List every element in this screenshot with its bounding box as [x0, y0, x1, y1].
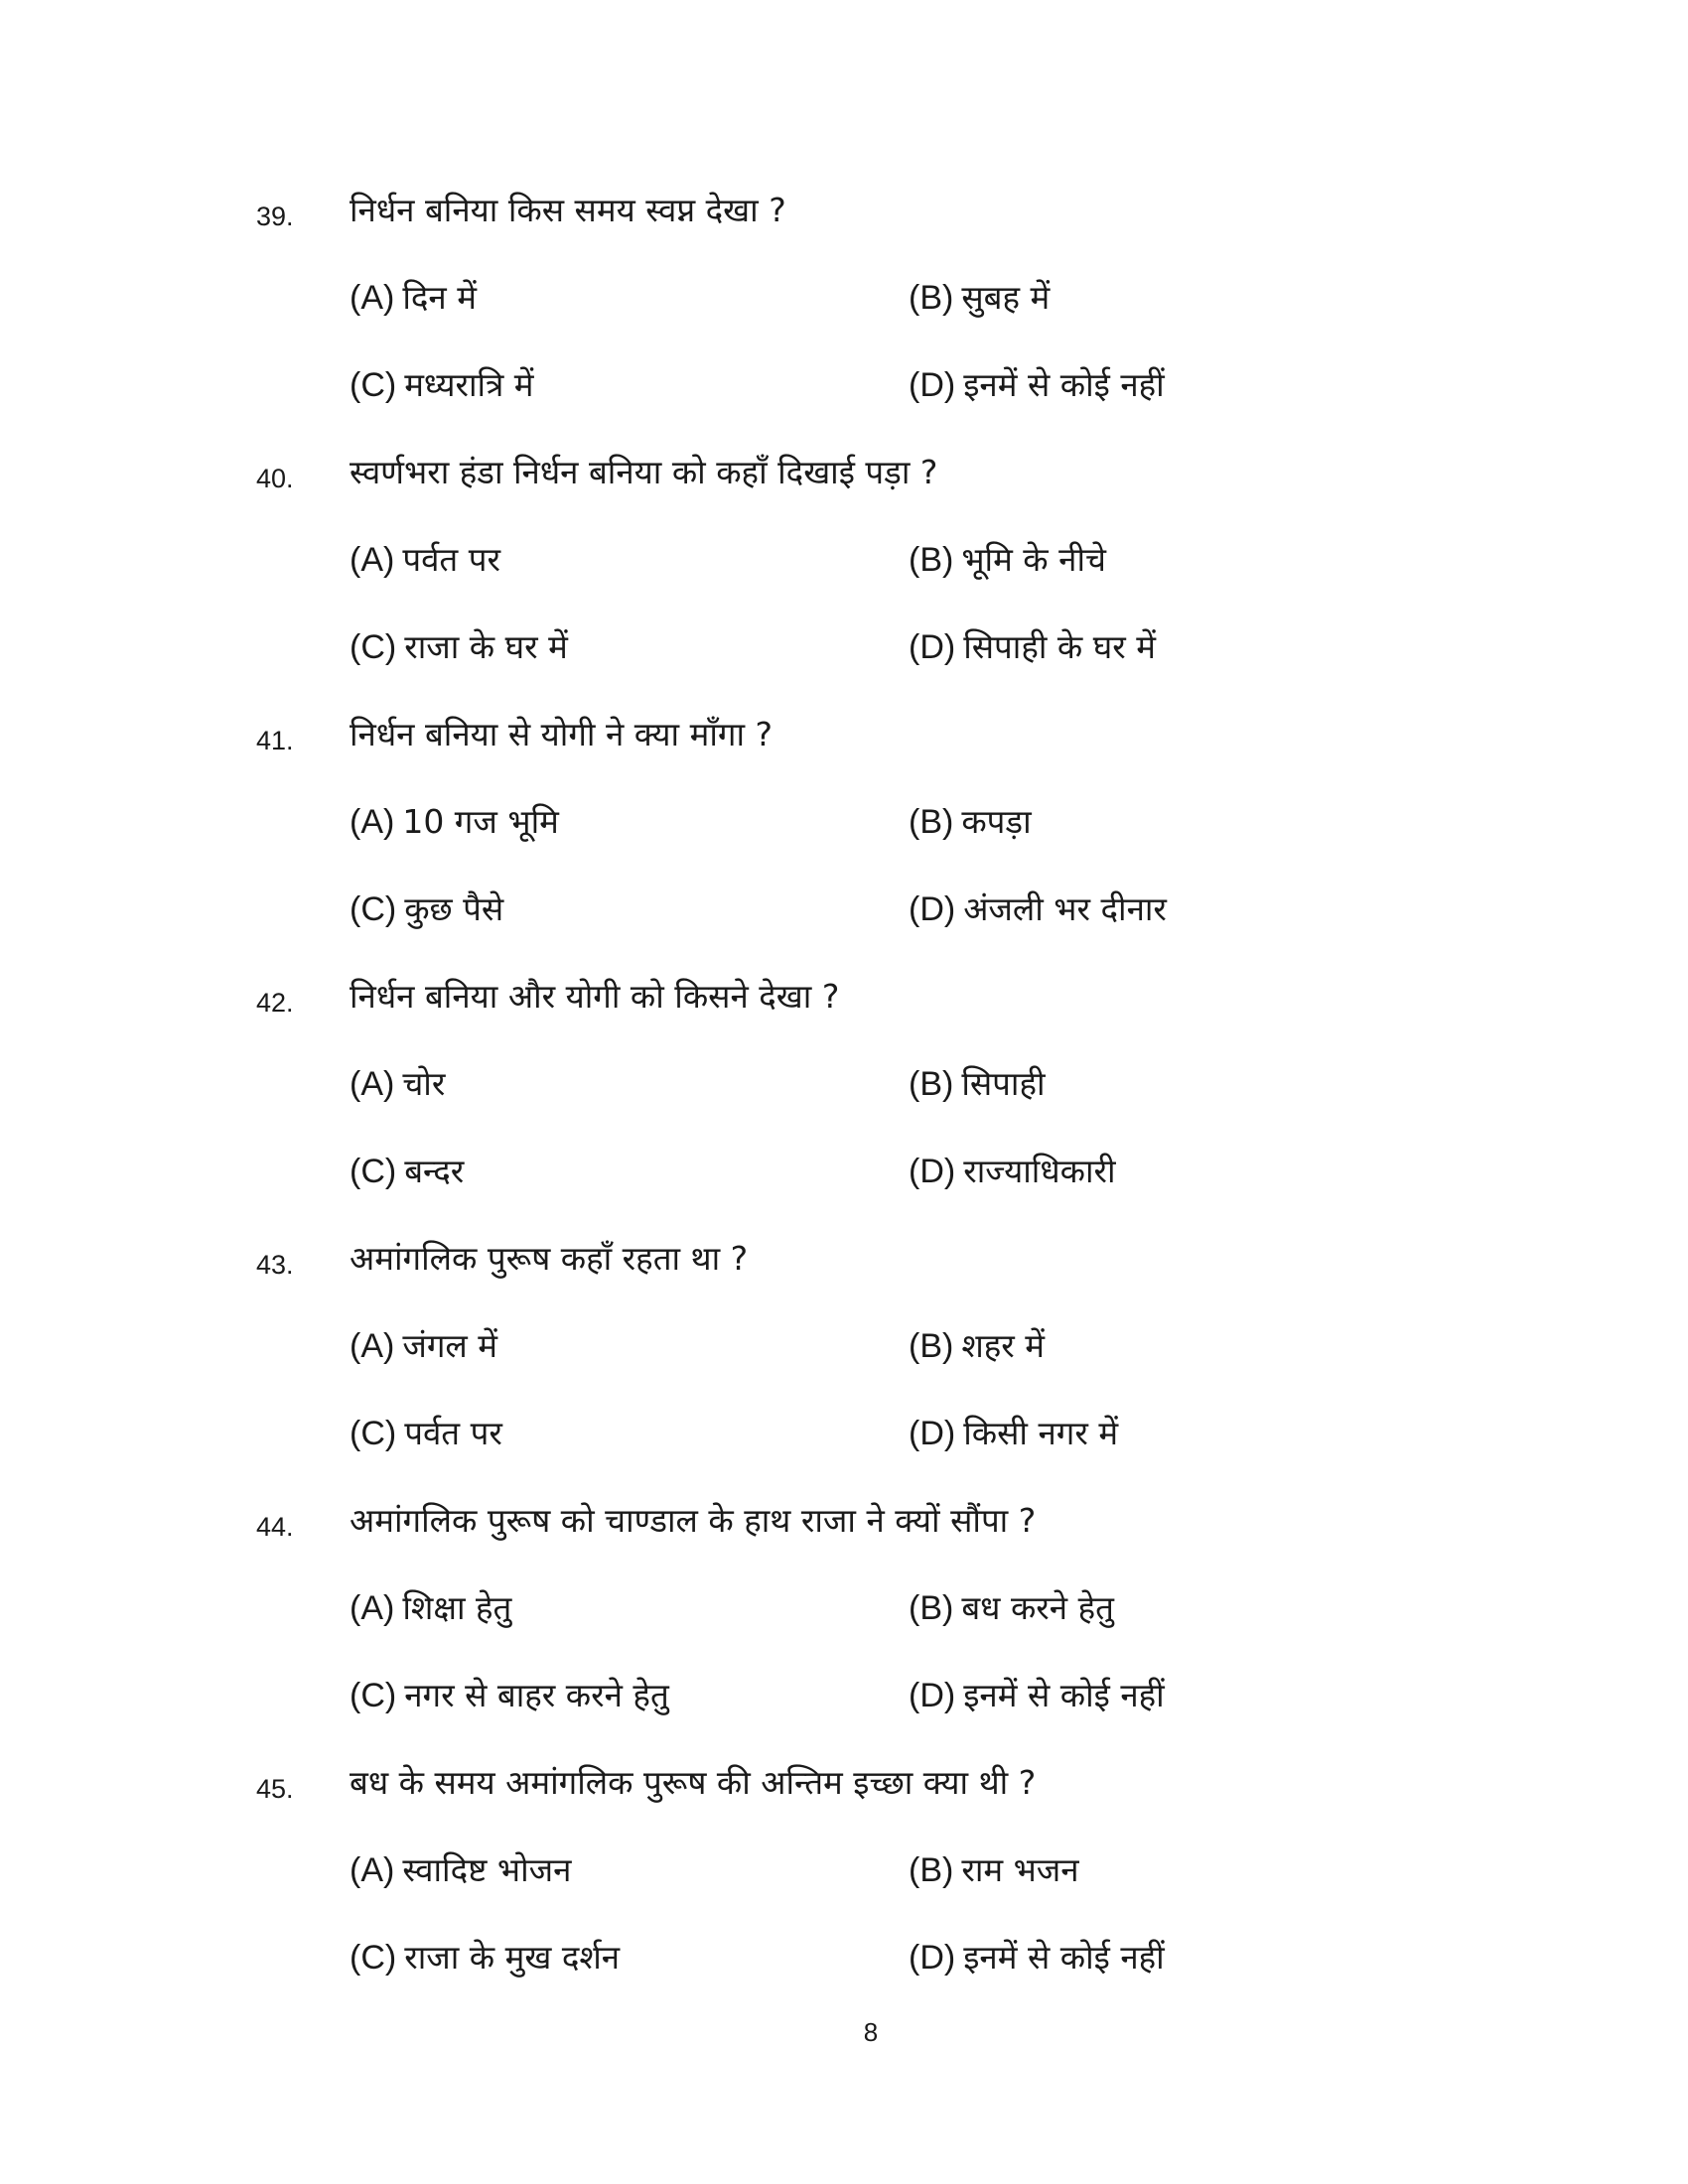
option-text: मध्यरात्रि में [404, 365, 534, 404]
option-b [909, 538, 1106, 582]
option-text: जंगल में [402, 1326, 497, 1365]
option-text: दिन में [402, 278, 477, 317]
option-letter: (A) [350, 803, 395, 841]
option-letter: (D) [909, 1939, 956, 1977]
option-letter: (C) [350, 890, 397, 928]
option-b [909, 1324, 1045, 1368]
option-letter: (A) [350, 1327, 395, 1365]
option-text: किसी नगर में [963, 1414, 1119, 1452]
option-d [909, 1936, 1165, 1979]
option-text: नगर से बाहर करने हेतु [404, 1676, 669, 1714]
question-text: निर्धन बनिया और योगी को किसने देखा ? [350, 977, 840, 1016]
option-a [350, 1848, 571, 1892]
option-text: बध करने हेतु [961, 1588, 1114, 1627]
question-number: 39. [256, 202, 294, 231]
question-39 [0, 185, 1688, 447]
option-text: पर्वत पर [402, 540, 500, 579]
option-letter: (C) [350, 366, 397, 404]
option-letter: (B) [909, 1851, 954, 1889]
option-letter: (B) [909, 541, 954, 579]
option-d [909, 363, 1165, 407]
option-text: शहर में [961, 1326, 1046, 1365]
option-a [350, 800, 559, 844]
question-text: बध के समय अमांगलिक पुरूष की अन्तिम इच्छा क्या थी ? [350, 1763, 1037, 1802]
option-letter: (B) [909, 279, 954, 317]
option-letter: (D) [909, 890, 956, 928]
question-number: 43. [256, 1250, 294, 1280]
question-text: निर्धन बनिया किस समय स्वप्न देखा ? [350, 191, 786, 229]
option-text: स्वादिष्ट भोजन [402, 1850, 572, 1889]
option-text: इनमें से कोई नहीं [963, 365, 1165, 404]
option-c [350, 887, 503, 931]
question-number: 44. [256, 1512, 294, 1542]
option-text: राम भजन [961, 1850, 1079, 1889]
option-c [350, 1674, 669, 1717]
question-text: अमांगलिक पुरूष को चाण्डाल के हाथ राजा ने क्यों सौंपा ? [350, 1501, 1037, 1540]
option-text: कुछ पैसे [404, 889, 504, 928]
option-letter: (C) [350, 1415, 397, 1452]
option-text: 10 गज भूमि [402, 802, 559, 841]
option-letter: (B) [909, 1065, 954, 1103]
option-a [350, 538, 500, 582]
question-number: 40. [256, 464, 294, 493]
question-43 [0, 1233, 1688, 1495]
question-41 [0, 709, 1688, 971]
question-text: स्वर्णभरा हंडा निर्धन बनिया को कहाँ दिखाई पड़ा ? [350, 453, 938, 491]
option-c [350, 625, 568, 669]
option-letter: (B) [909, 803, 954, 841]
option-letter: (A) [350, 1589, 395, 1627]
question-42 [0, 971, 1688, 1233]
page-number: 8 [863, 2017, 879, 2047]
question-number: 41. [256, 726, 294, 755]
question-text: निर्धन बनिया से योगी ने क्या माँगा ? [350, 715, 773, 753]
option-d [909, 1150, 1116, 1193]
option-c [350, 1150, 464, 1193]
question-number: 42. [256, 988, 294, 1018]
option-text: इनमें से कोई नहीं [963, 1676, 1165, 1714]
option-letter: (D) [909, 1415, 956, 1452]
option-a [350, 1324, 497, 1368]
option-text: कपड़ा [961, 802, 1032, 841]
option-letter: (D) [909, 366, 956, 404]
option-letter: (C) [350, 1677, 397, 1714]
option-text: सिपाही के घर में [963, 627, 1156, 666]
option-text: इनमें से कोई नहीं [963, 1938, 1165, 1977]
option-a [350, 276, 477, 320]
option-c [350, 1412, 502, 1455]
question-number: 45. [256, 1774, 294, 1804]
option-letter: (A) [350, 1851, 395, 1889]
option-letter: (D) [909, 1677, 956, 1714]
option-b [909, 1586, 1114, 1630]
option-text: राज्याधिकारी [963, 1152, 1116, 1190]
option-text: बन्दर [404, 1152, 465, 1190]
option-b [909, 800, 1032, 844]
option-text: राजा के घर में [404, 627, 568, 666]
question-40 [0, 447, 1688, 709]
option-text: भूमि के नीचे [961, 540, 1106, 579]
option-c [350, 1936, 620, 1979]
option-letter: (D) [909, 628, 956, 666]
option-d [909, 625, 1156, 669]
option-c [350, 363, 534, 407]
option-a [350, 1062, 445, 1106]
option-d [909, 1674, 1165, 1717]
option-letter: (D) [909, 1153, 956, 1190]
option-letter: (B) [909, 1589, 954, 1627]
option-letter: (C) [350, 628, 397, 666]
option-b [909, 1062, 1046, 1106]
option-letter: (A) [350, 541, 395, 579]
option-a [350, 1586, 511, 1630]
option-text: सुबह में [961, 278, 1051, 317]
option-text: चोर [402, 1064, 446, 1103]
option-text: शिक्षा हेतु [402, 1588, 512, 1627]
question-text: अमांगलिक पुरूष कहाँ रहता था ? [350, 1239, 749, 1278]
option-text: राजा के मुख दर्शन [404, 1938, 621, 1977]
option-letter: (C) [350, 1153, 397, 1190]
option-text: पर्वत पर [404, 1414, 502, 1452]
option-d [909, 1412, 1118, 1455]
option-letter: (A) [350, 279, 395, 317]
option-letter: (A) [350, 1065, 395, 1103]
option-letter: (C) [350, 1939, 397, 1977]
option-b [909, 1848, 1079, 1892]
option-d [909, 887, 1167, 931]
option-text: सिपाही [961, 1064, 1046, 1103]
question-44 [0, 1495, 1688, 1757]
option-letter: (B) [909, 1327, 954, 1365]
option-text: अंजली भर दीनार [963, 889, 1167, 928]
option-b [909, 276, 1050, 320]
question-45 [0, 1757, 1688, 2019]
